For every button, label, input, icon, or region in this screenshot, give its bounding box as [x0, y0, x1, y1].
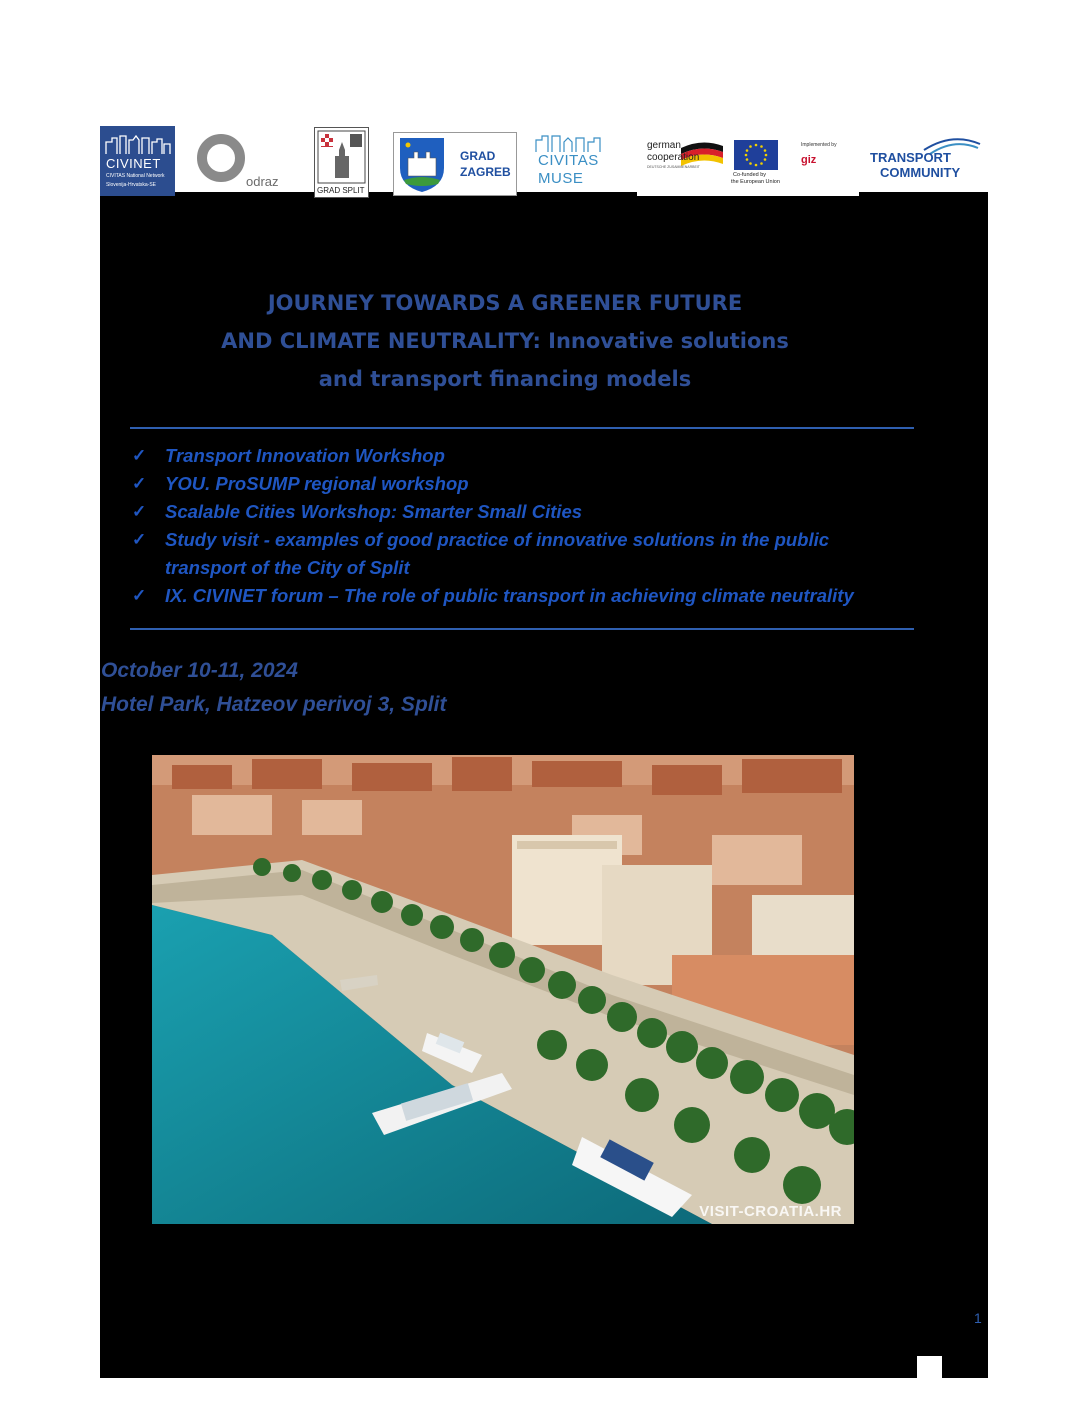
civinet-logo [100, 126, 175, 196]
partner-logos [100, 126, 988, 198]
giz-label: Implemented by [801, 142, 837, 148]
list-item [132, 442, 912, 470]
giz-name: giz [801, 154, 817, 166]
civitas-muse-line2: MUSE [538, 170, 584, 187]
civitas-muse-logo [532, 128, 612, 192]
check-icon: ✓ [132, 530, 147, 549]
split-coat-of-arms-icon [315, 128, 368, 184]
check-icon: ✓ [132, 586, 147, 605]
check-icon: ✓ [132, 474, 147, 493]
eu-line1: Co-funded by [733, 172, 767, 178]
divider-top [130, 427, 914, 429]
list-item [132, 526, 855, 582]
odraz-name: odraz [246, 174, 279, 189]
civinet-name: CIVINET [106, 156, 161, 171]
grad-split-name: GRAD SPLIT [317, 186, 365, 195]
title-line-2: AND CLIMATE NEUTRALITY: Innovative solutions [221, 329, 789, 353]
document-title [180, 284, 830, 398]
civitas-muse-line1: CIVITAS [538, 152, 599, 169]
list-item [132, 498, 912, 526]
page-number: 1 [974, 1310, 982, 1326]
list-item [132, 582, 912, 610]
transport-community-line2: COMMUNITY [880, 165, 961, 180]
list-item-text: IX. CIVINET forum – The role of public transport in achieving climate neutrality [165, 585, 854, 606]
zagreb-coat-of-arms-icon [398, 136, 446, 194]
split-waterfront-photo [152, 755, 854, 1224]
german-cooperation-line1: german [647, 140, 681, 151]
event-venue: Hotel Park, Hatzeov perivoj 3, Split [101, 693, 447, 716]
civinet-line1: CIVITAS National Network [106, 173, 165, 179]
civinet-line2: Slovenija-Hrvatska-SE [106, 182, 157, 188]
corner-mark [917, 1356, 942, 1378]
event-info [101, 654, 446, 722]
grad-split-logo [314, 127, 369, 198]
odraz-logo [194, 130, 293, 192]
title-line-3: and transport financing models [318, 367, 692, 391]
list-item-text: Scalable Cities Workshop: Smarter Small Cities [165, 501, 583, 522]
eu-line2: the European Union [731, 179, 780, 185]
odraz-ring-icon [197, 132, 247, 184]
list-item-text: Study visit - examples of good practice of innovative solutions in the public transport of the City of Split [165, 529, 830, 578]
title-line-1: JOURNEY TOWARDS A GREENER FUTURE [267, 291, 743, 315]
list-item-text: Transport Innovation Workshop [165, 445, 445, 466]
transport-community-line1: TRANSPORT [870, 150, 951, 165]
photo-watermark: VISIT-CROATIA.HR [699, 1203, 842, 1220]
transport-community-logo [860, 126, 988, 192]
event-date: October 10-11, 2024 [101, 659, 298, 682]
list-item-text: YOU. ProSUMP regional workshop [165, 473, 469, 494]
grad-zagreb-line2: ZAGREB [460, 165, 511, 179]
german-cooperation-sub: DEUTSCHE ZUSAMMENARBEIT [647, 165, 700, 169]
german-cooperation-line2: cooperation [647, 152, 700, 163]
grad-zagreb-logo [393, 132, 517, 196]
program-list [132, 442, 912, 610]
german-eu-giz-logos [637, 126, 859, 196]
check-icon: ✓ [132, 446, 147, 465]
divider-bottom [130, 628, 914, 630]
grad-zagreb-line1: GRAD [460, 149, 496, 163]
check-icon: ✓ [132, 502, 147, 521]
city-outline-icon [532, 130, 612, 154]
list-item [132, 470, 912, 498]
city-skyline-icon [100, 128, 175, 156]
eu-flag-icon [734, 140, 778, 170]
